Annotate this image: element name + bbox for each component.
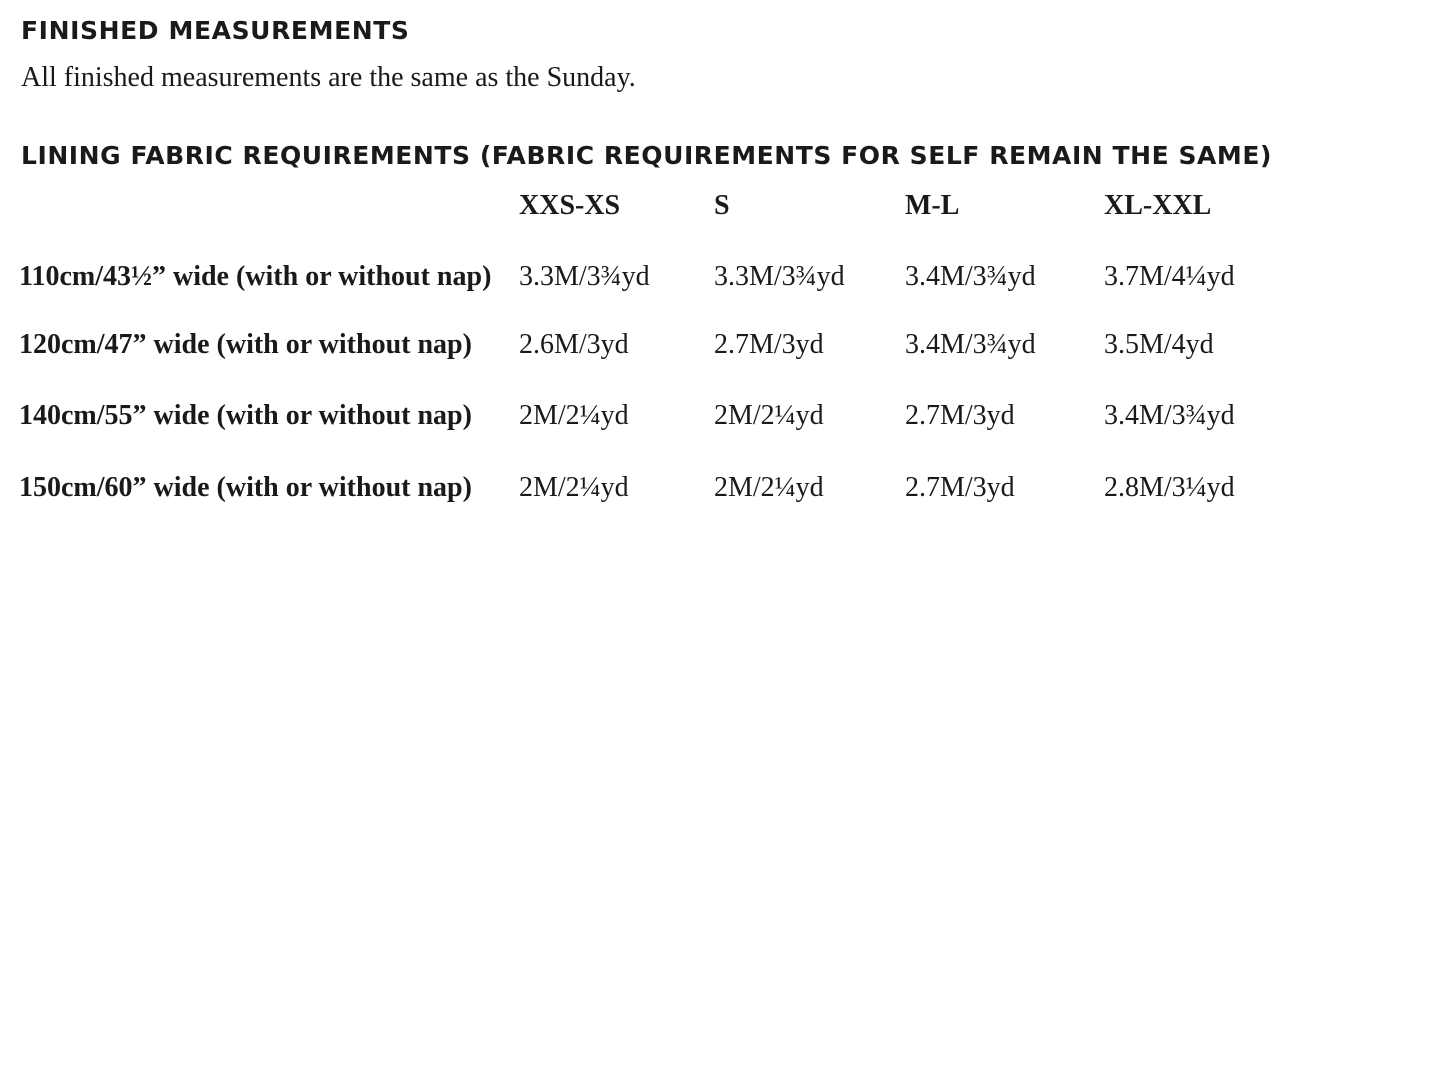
table-cell: 3.7M/4¼yd (1104, 261, 1235, 292)
table-cell: 2M/2¼yd (714, 472, 824, 503)
table-cell: 3.5M/4yd (1104, 329, 1214, 360)
table-cell: 2.7M/3yd (905, 400, 1015, 431)
row-label: 110cm/43½” wide (with or without nap) (19, 261, 492, 292)
table-cell: 3.4M/3¾yd (905, 329, 1036, 360)
table-cell: 2.7M/3yd (905, 472, 1015, 503)
column-header-xl-xxl: XL-XXL (1104, 190, 1212, 221)
column-header-xxs-xs: XXS-XS (519, 190, 621, 221)
table-cell: 3.4M/3¾yd (1104, 400, 1235, 431)
table-cell: 2.8M/3¼yd (1104, 472, 1235, 503)
table-cell: 2M/2¼yd (714, 400, 824, 431)
row-label: 120cm/47” wide (with or without nap) (19, 329, 472, 360)
table-cell: 3.4M/3¾yd (905, 261, 1036, 292)
table-cell: 3.3M/3¾yd (519, 261, 650, 292)
lining-fabric-heading: LINING FABRIC REQUIREMENTS (FABRIC REQUIREMENTS FOR SELF REMAIN THE SAME) (21, 141, 1272, 170)
finished-measurements-heading: FINISHED MEASUREMENTS (21, 16, 410, 45)
row-label: 140cm/55” wide (with or without nap) (19, 400, 472, 431)
table-cell: 2M/2¼yd (519, 472, 629, 503)
column-header-s: S (714, 190, 730, 221)
column-header-m-l: M-L (905, 190, 960, 221)
table-cell: 2.7M/3yd (714, 329, 824, 360)
row-label: 150cm/60” wide (with or without nap) (19, 472, 472, 503)
finished-measurements-text: All finished measurements are the same as the Sunday. (21, 62, 636, 93)
table-cell: 2.6M/3yd (519, 329, 629, 360)
table-cell: 2M/2¼yd (519, 400, 629, 431)
table-cell: 3.3M/3¾yd (714, 261, 845, 292)
